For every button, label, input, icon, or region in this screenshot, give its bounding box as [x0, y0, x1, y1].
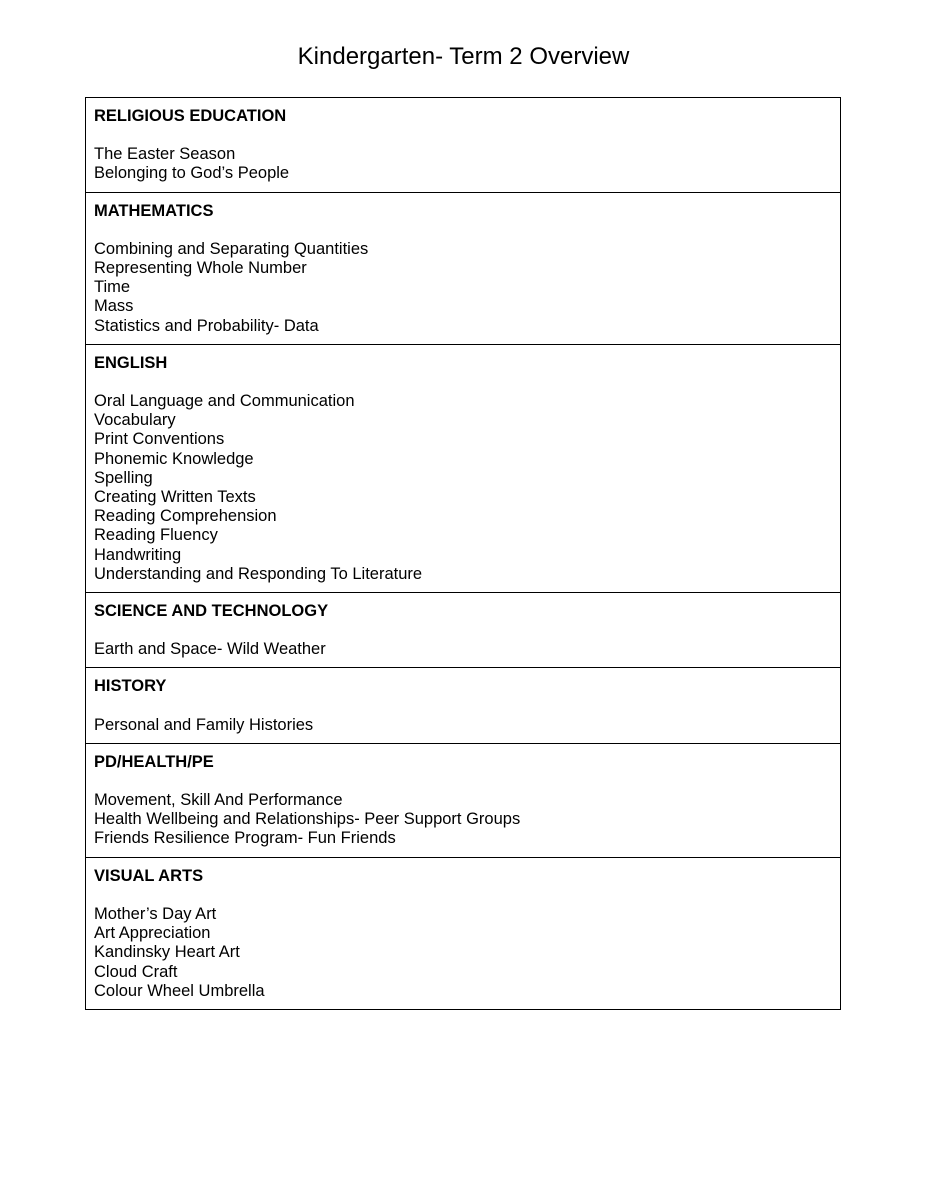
- topic-item: Friends Resilience Program- Fun Friends: [94, 829, 396, 848]
- subject-row: [86, 192, 841, 344]
- subject-cell: [86, 743, 841, 857]
- topic-item: Combining and Separating Quantities: [94, 239, 369, 258]
- topic-list: [94, 791, 832, 849]
- subject-heading: SCIENCE AND TECHNOLOGY: [94, 602, 329, 621]
- topic-item: Mother’s Day Art: [94, 904, 217, 923]
- topic-item: Reading Comprehension: [94, 507, 277, 526]
- topic-item: Personal and Family Histories: [94, 715, 314, 734]
- topic-item: Movement, Skill And Performance: [94, 791, 343, 810]
- subject-row: [86, 344, 841, 592]
- subject-cell: [86, 98, 841, 193]
- topic-item: Kandinsky Heart Art: [94, 943, 240, 962]
- subject-heading: ENGLISH: [94, 353, 168, 372]
- topic-list: [94, 240, 832, 336]
- subject-heading: HISTORY: [94, 677, 167, 696]
- subject-cell: [86, 344, 841, 592]
- topic-item: Cloud Craft: [94, 962, 178, 981]
- subject-heading: RELIGIOUS EDUCATION: [94, 107, 287, 125]
- subject-heading: MATHEMATICS: [94, 201, 214, 220]
- subject-row: [86, 593, 841, 668]
- subject-cell: [86, 192, 841, 344]
- topic-item: Creating Written Texts: [94, 488, 256, 507]
- topic-list: [94, 392, 832, 584]
- subject-cell: [86, 857, 841, 1009]
- topic-item: Understanding and Responding To Literature: [94, 564, 423, 583]
- topic-item: Vocabulary: [94, 411, 176, 430]
- page-title: Kindergarten- Term 2 Overview: [297, 43, 630, 70]
- topic-list: [94, 716, 832, 735]
- subject-heading: PD/HEALTH/PE: [94, 752, 214, 771]
- topic-item: Reading Fluency: [94, 526, 218, 545]
- subject-row: [86, 98, 841, 193]
- topic-item: Oral Language and Communication: [94, 392, 355, 411]
- topic-item: Phonemic Knowledge: [94, 449, 254, 468]
- subject-row: [86, 857, 841, 1009]
- subject-row: [86, 743, 841, 857]
- topic-item: Art Appreciation: [94, 924, 211, 943]
- topic-item: Handwriting: [94, 545, 182, 564]
- term-overview-table: [85, 97, 841, 1010]
- subject-heading: VISUAL ARTS: [94, 866, 204, 885]
- topic-list: [94, 145, 832, 183]
- topic-list: [94, 905, 832, 1001]
- table-body: [86, 98, 841, 1010]
- subject-cell: [86, 668, 841, 743]
- topic-item: Mass: [94, 297, 134, 316]
- topic-item: Earth and Space- Wild Weather: [94, 640, 326, 659]
- topic-item: Representing Whole Number: [94, 259, 307, 278]
- topic-list: [94, 640, 832, 659]
- topic-item: Colour Wheel Umbrella: [94, 981, 265, 1000]
- topic-item: Time: [94, 278, 131, 297]
- topic-item: Statistics and Probability- Data: [94, 316, 319, 335]
- topic-item: Spelling: [94, 468, 153, 487]
- topic-item: Print Conventions: [94, 430, 225, 449]
- topic-item: The Easter Season: [94, 145, 236, 164]
- topic-item: Health Wellbeing and Relationships- Peer Support Groups: [94, 810, 521, 829]
- subject-cell: [86, 593, 841, 668]
- topic-item: Belonging to God’s People: [94, 164, 290, 183]
- subject-row: [86, 668, 841, 743]
